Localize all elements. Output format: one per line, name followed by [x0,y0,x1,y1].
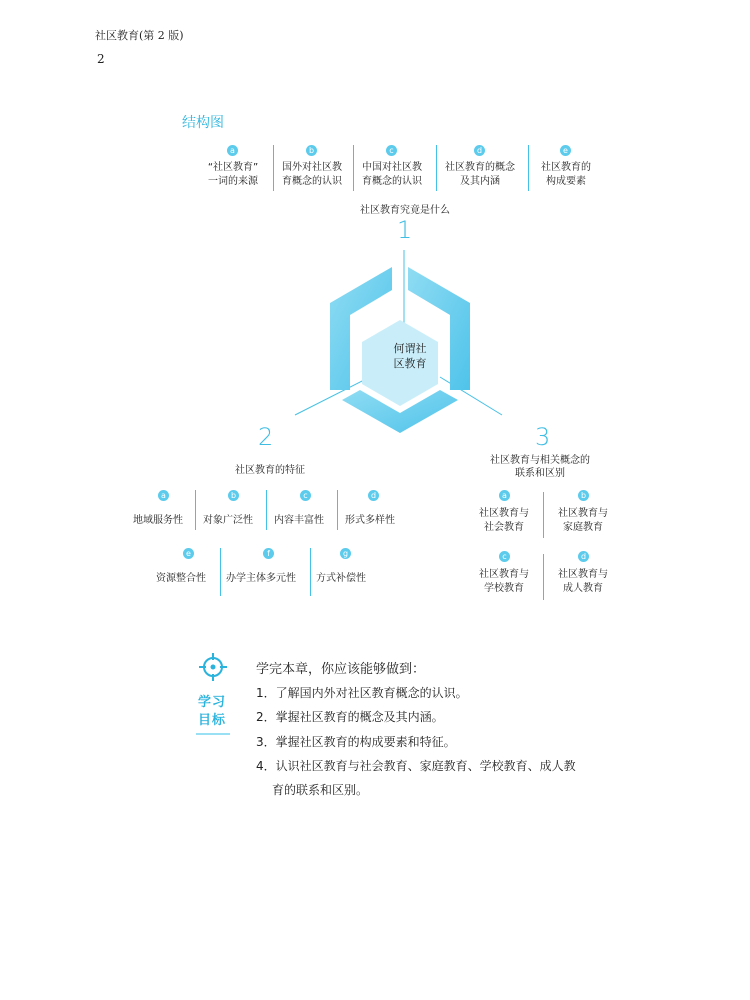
divider [528,145,529,191]
item-1c-line2: 育概念的认识 [362,176,422,187]
divider [543,554,544,600]
feature-2c: 内容丰富性 [274,515,324,526]
badge-1a: a [227,145,238,156]
item-3c [468,568,540,596]
divider [543,492,544,538]
section2-caption: 社区教育的特征 [235,465,305,476]
divider [353,145,354,191]
badge-2d: d [368,490,379,501]
item-1c [355,161,429,189]
badge-2e: e [183,548,194,559]
item-3a-line1: 社区教育与 [479,508,529,519]
item-3c-line2: 学校教育 [484,583,524,594]
item-3d-line2: 成人教育 [563,583,603,594]
item-1a [190,161,276,189]
section3-caption-line1: 社区教育与相关概念的 [490,455,590,466]
item-1a-line2: 一词的来源 [208,176,258,187]
divider [436,145,437,191]
section3-number: 3 [535,423,551,451]
divider [337,490,338,530]
item-3d [546,568,620,596]
section2-row2 [150,548,390,596]
item-3b-line2: 家庭教育 [563,522,603,533]
objective-1: 1．了解国内外对社区教育概念的认识。 [256,686,468,700]
badge-3c: c [499,551,510,562]
item-1b [275,161,349,189]
badge-2f: f [263,548,274,559]
feature-2f: 办学主体多元性 [226,573,296,584]
section1-number: 1 [397,216,413,244]
section3-caption-line2: 联系和区别 [515,468,565,479]
side-label-line2: 目标 [198,713,227,728]
feature-2d: 形式多样性 [345,515,395,526]
center-label [370,341,450,371]
section3-grid [468,490,618,602]
objective-4: 4．认识社区教育与社会教育、家庭教育、学校教育、成人教 [256,759,576,773]
section2-row1 [125,490,425,538]
side-label-line1: 学习 [198,695,227,710]
badge-2c: c [300,490,311,501]
feature-2e: 资源整合性 [156,573,206,584]
badge-3d: d [578,551,589,562]
objective-3: 3．掌握社区教育的构成要素和特征。 [256,735,456,749]
divider [266,490,267,530]
badge-1e: e [560,145,571,156]
item-1b-line2: 育概念的认识 [282,176,342,187]
badge-1b: b [306,145,317,156]
diagram-title: 结构图 [182,115,224,131]
badge-2g: g [340,548,351,559]
objectives-side-rule [196,733,230,735]
divider [273,145,274,191]
target-icon [198,652,228,682]
badge-2b: b [228,490,239,501]
item-1c-line1: 中国对社区教 [362,162,422,173]
section1-items [190,145,620,195]
item-1e [530,161,602,189]
divider [310,548,311,596]
item-3a [468,507,540,535]
badge-3a: a [499,490,510,501]
objectives-side-label [198,694,226,730]
item-1d-line2: 及其内涵 [460,176,500,187]
objectives-heading: 学完本章，你应该能够做到： [256,662,426,677]
divider [195,490,196,530]
item-3b-line1: 社区教育与 [558,508,608,519]
objective-2: 2．掌握社区教育的概念及其内涵。 [256,710,444,724]
badge-3b: b [578,490,589,501]
item-1a-line1: “社区教育” [207,162,259,173]
running-title: 社区教育(第 2 版) [95,29,184,42]
page-number: 2 [97,52,105,66]
badge-2a: a [158,490,169,501]
item-3d-line1: 社区教育与 [558,569,608,580]
feature-2a: 地域服务性 [133,515,183,526]
item-1d [438,161,522,189]
item-1b-line1: 国外对社区教 [282,162,342,173]
feature-2g: 方式补偿性 [316,573,366,584]
item-3a-line2: 社会教育 [484,522,524,533]
section3-caption [470,454,610,480]
item-3c-line1: 社区教育与 [479,569,529,580]
section2-number: 2 [258,423,274,451]
badge-1c: c [386,145,397,156]
hexagon-diagram [290,245,520,435]
feature-2b: 对象广泛性 [203,515,253,526]
item-3b [546,507,620,535]
item-1d-line1: 社区教育的概念 [445,162,515,173]
objective-4-continuation: 育的联系和区别。 [272,783,369,797]
item-1e-line1: 社区教育的 [541,162,591,173]
item-1e-line2: 构成要素 [546,176,586,187]
section1-caption: 社区教育究竟是什么 [360,205,450,216]
center-label-line1: 何谓社 [393,342,427,355]
badge-1d: d [474,145,485,156]
divider [220,548,221,596]
center-label-line2: 区教育 [393,357,427,370]
